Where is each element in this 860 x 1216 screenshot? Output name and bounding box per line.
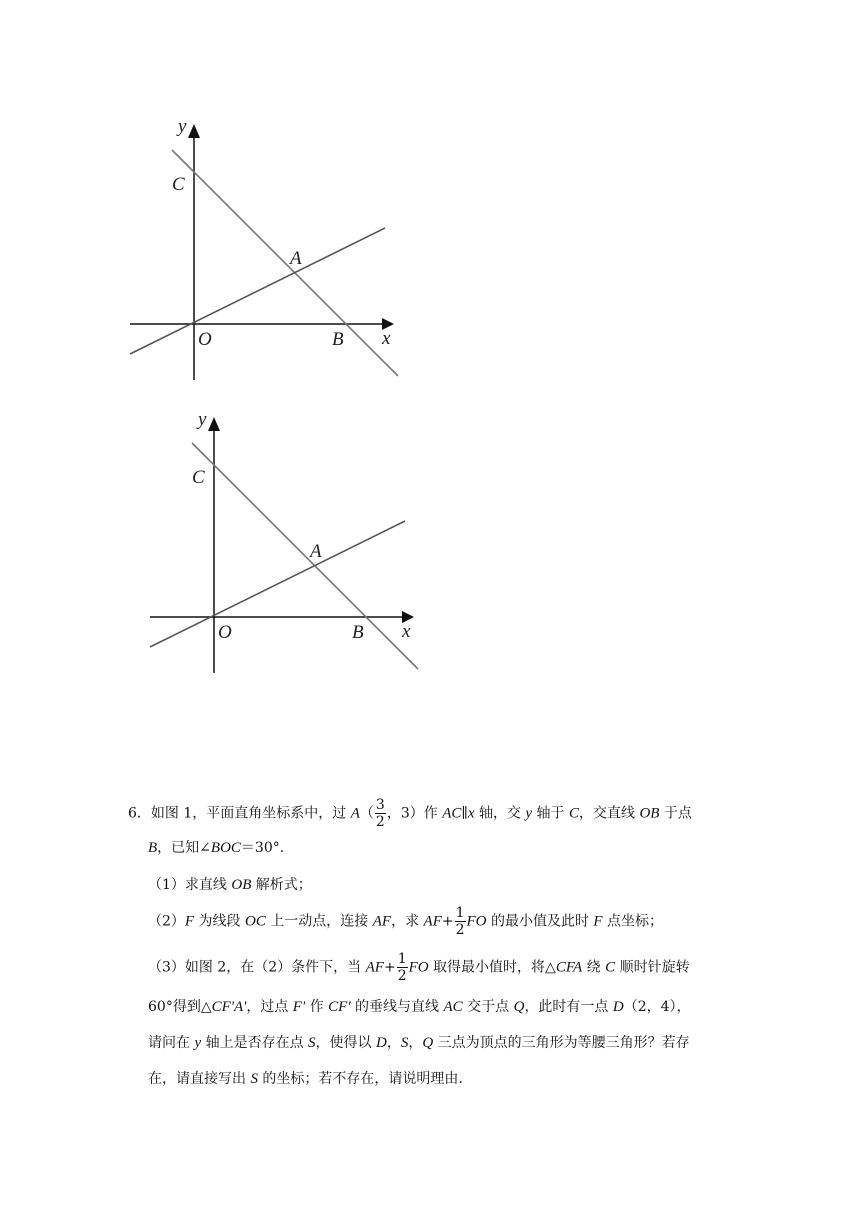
label-x: x [402, 621, 411, 642]
question-2: （2）F 为线段 OC 上一动点，连接 AF，求 AF+ $\frac{1}{2}$ FO 的最小值及此时 F 点坐标； [148, 905, 664, 938]
label-b: B [332, 329, 344, 350]
label-a: A [290, 248, 302, 269]
label-o: O [218, 622, 232, 643]
problem-number: 6． [128, 805, 151, 822]
question-3-line-4: 在，请直接写出 S 的坐标；若不存在，请说明理由. [148, 1071, 463, 1087]
y-axis-arrow [188, 124, 200, 138]
label-y: y [178, 116, 187, 137]
line-oa [150, 521, 405, 647]
label-y: y [198, 409, 207, 430]
fraction-one-half: $\frac{1}{2}$ [397, 951, 407, 984]
question-1: （1）求直线 OB 解析式； [148, 877, 312, 893]
figure-1 [128, 112, 408, 384]
problem-line-2: B，已知∠BOC＝30°． [148, 840, 294, 856]
y-axis-arrow [208, 417, 220, 431]
fraction-one-half: $\frac{1}{2}$ [455, 905, 465, 938]
figure-2 [148, 405, 428, 677]
line-oa [130, 228, 385, 354]
question-3: （3）如图 2，在（2）条件下，当 AF+ $\frac{1}{2}$ FO 取得最小值时，将△CFA 绕 C 顺时针旋转 [148, 951, 690, 984]
label-a: A [310, 541, 322, 562]
label-b: B [352, 622, 364, 643]
question-3-line-3: 请问在 y 轴上是否存在点 S，使得以 D，S，Q 三点为顶点的三角形为等腰三角形？若存 [148, 1035, 690, 1051]
problem-line-1: 6．如图 1，平面直角坐标系中，过 A（ $\frac{3}{2}$ ，3）作 AC∥x 轴，交 y 轴于 C，交直线 OB 于点 [128, 797, 692, 830]
label-x: x [382, 328, 391, 349]
question-3-line-2: 60°得到△CF'A'，过点 F′ 作 CF′ 的垂线与直线 AC 交于点 Q，此时有一点 D（2，4）， [148, 999, 691, 1015]
label-o: O [198, 329, 212, 350]
fraction-three-halves: $\frac{3}{2}$ [375, 797, 385, 830]
label-c: C [172, 174, 185, 195]
label-c: C [192, 467, 205, 488]
